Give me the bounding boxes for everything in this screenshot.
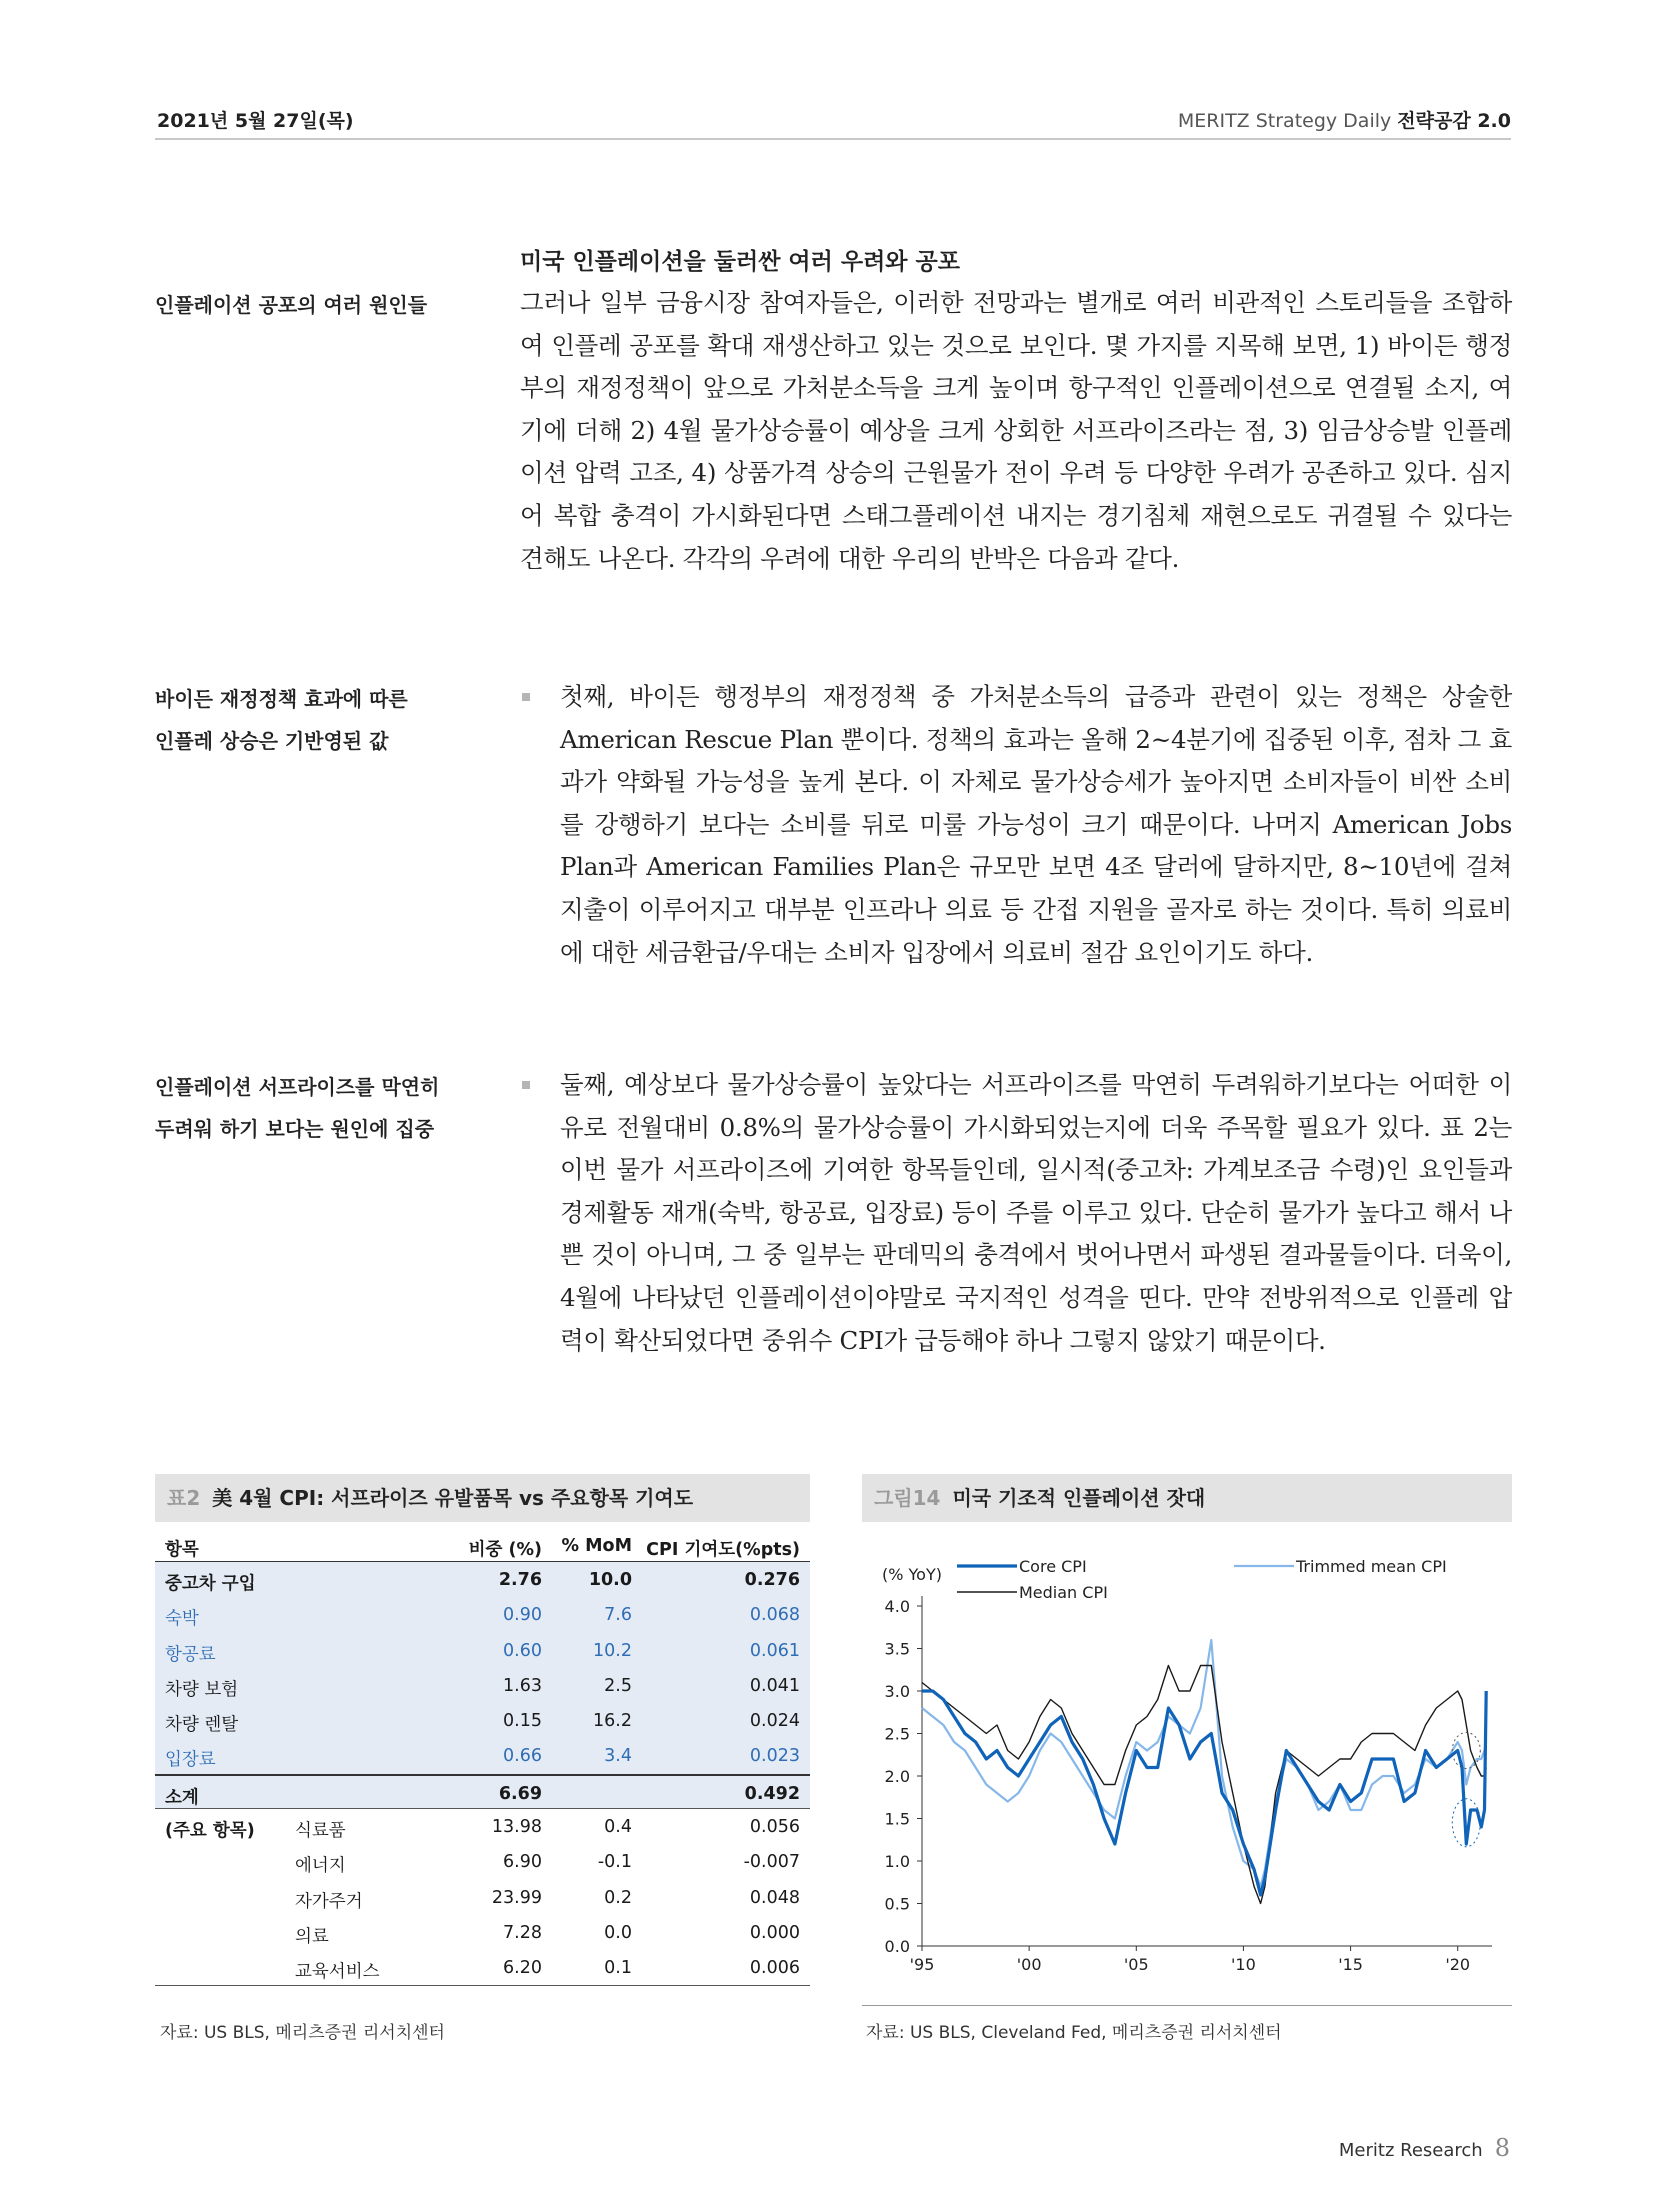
footer-brand: Meritz Research (1338, 2140, 1483, 2161)
inflation-chart-svg (862, 1526, 1512, 2006)
table-row: 입장료 0.66 3.4 0.023 (165, 1746, 800, 1771)
table-row: 숙박 0.90 7.6 0.068 (165, 1605, 800, 1630)
side-note-3: 인플레이션 서프라이즈를 막연히 두려워 하기 보다는 원인에 집중 (155, 1075, 440, 1141)
bullet-marker (522, 1081, 530, 1089)
x-tick-label: '15 (1338, 1955, 1363, 1974)
table-row: (주요 항목) 식료품 13.98 0.4 0.056 (165, 1817, 800, 1842)
x-tick-label: '05 (1123, 1955, 1149, 1974)
table-row: 에너지 6.90 -0.1 -0.007 (295, 1852, 800, 1877)
legend-label: Median CPI (1019, 1583, 1108, 1602)
y-axis-label: (% YoY) (882, 1565, 942, 1584)
bullet-2-text: 둘째, 예상보다 물가상승률이 높았다는 서프라이즈를 막연히 두려워하기보다는 어떠한 이유로 전월대비 0.8%의 물가상승률이 가시화되었는지에 더욱 주목할 필요가 있다. 표 2는 이번 물가 서프라이즈에 기여한 항목들인데, 일시적(중고차: 가계보조금 수령)인 요인들과 경제활동 재개(숙박, 항공료, 입장료) 등이 주를 이루고 있다. 단순히 물가가 높다고 해서 나쁜 것이 아니며, 그 중 일부는 판데믹의 충격에서 벗어나면서 파생된 결과물들이다. 더욱이, 4월에 나타났던 인플레이션이야말로 국지적인 성격을 띤다. 만약 전방위적으로 인플레 압력이 확산되었다면 중위수 CPI가 급등해야 하나 그렇지 않았기 때문이다. (560, 1070, 1512, 1355)
table-row: 자가주거 23.99 0.2 0.048 (295, 1887, 800, 1912)
bullet-marker (522, 693, 530, 701)
y-tick-label: 2.0 (884, 1767, 910, 1786)
table-row: 의료 7.28 0.0 0.000 (295, 1922, 800, 1947)
table-subtotal-row: 소계 6.69 0.492 (155, 1774, 810, 1809)
cpi-contribution-table (155, 1528, 810, 1986)
x-tick-label: '20 (1445, 1955, 1471, 1974)
page-header (155, 104, 1511, 140)
section-heading: 미국 인플레이션을 둘러싼 여러 우려와 공포 (520, 249, 960, 275)
table-row: 항공료 0.60 10.2 0.061 (165, 1640, 800, 1665)
figure-source: 자료: US BLS, Cleveland Fed, 메리츠증권 리서치센터 (866, 2023, 1282, 2043)
x-tick-label: '95 (909, 1955, 935, 1974)
y-tick-label: 3.0 (884, 1682, 910, 1701)
report-date: 2021년 5월 27일(목) (157, 110, 354, 132)
side-note-2: 바이든 재정정책 효과에 따른 인플레 상승은 기반영된 값 (155, 687, 408, 753)
report-series: MERITZ Strategy Daily 전략공감 2.0 (1177, 110, 1511, 132)
page-number: 8 (1494, 2134, 1510, 2162)
series-median-cpi (922, 1666, 1486, 1904)
y-tick-label: 2.5 (884, 1724, 910, 1744)
table-source: 자료: US BLS, 메리츠증권 리서치센터 (160, 2023, 445, 2043)
y-tick-label: 0.5 (884, 1894, 910, 1914)
side-note-1: 인플레이션 공포의 여러 원인들 (155, 293, 428, 317)
legend-label: Core CPI (1019, 1557, 1087, 1576)
table-row: 중고차 구입 2.76 10.0 0.276 (165, 1570, 800, 1594)
page-footer (1339, 2134, 1510, 2162)
y-tick-label: 1.5 (884, 1809, 910, 1829)
table-header: 항목 비중 (%) % MoM CPI 기여도(%pts) (155, 1528, 810, 1562)
bullet-1-text: 첫째, 바이든 행정부의 재정정책 중 가처분소득의 급증과 관련이 있는 정책은 상술한 American Rescue Plan 뿐이다. 정책의 효과는 올해 2~4분기에 집중된 이후, 점차 그 효과가 약화될 가능성을 높게 본다. 이 자체로 물가상승세가 높아지면 소비자들이 비싼 소비를 강행하기 보다는 소비를 뒤로 미룰 가능성이 크기 때문이다. 나머지 American Jobs Plan과 American Families Plan은 규모만 보면 4조 달러에 달하지만, 8~10년에 걸쳐 지출이 이루어지고 대부분 인프라나 의료 등 간접 지원을 골자로 하는 것이다. 특히 의료비에 대한 세금환급/우대는 소비자 입장에서 의료비 절감 요인이기도 하다. (560, 682, 1512, 967)
table-title: 표2 美 4월 CPI: 서프라이즈 유발품목 vs 주요항목 기여도 (155, 1474, 810, 1522)
y-tick-label: 1.0 (884, 1852, 910, 1871)
table-row: 차량 보험 1.63 2.5 0.041 (165, 1675, 800, 1700)
y-tick-label: 3.5 (884, 1639, 910, 1659)
table-row: 차량 렌탈 0.15 16.2 0.024 (165, 1711, 800, 1736)
y-tick-label: 0.0 (884, 1937, 910, 1956)
y-tick-label: 4.0 (884, 1597, 910, 1616)
x-tick-label: '00 (1016, 1955, 1042, 1974)
figure-title: 그림14 미국 기조적 인플레이션 잣대 (862, 1474, 1512, 1522)
legend-label: Trimmed mean CPI (1296, 1557, 1447, 1576)
paragraph-1: 그러나 일부 금융시장 참여자들은, 이러한 전망과는 별개로 여러 비관적인 스토리들을 조합하여 인플레 공포를 확대 재생산하고 있는 것으로 보인다. 몇 가지를 지목해 보면, 1) 바이든 행정부의 재정정책이 앞으로 가처분소득을 크게 높이며 항구적인 인플레이션으로 연결될 소지, 여기에 더해 2) 4월 물가상승률이 예상을 크게 상회한 서프라이즈라는 점, 3) 임금상승발 인플레이션 압력 고조, 4) 상품가격 상승의 근원물가 전이 우려 등 다양한 우려가 공존하고 있다. 심지어 복합 충격이 가시화된다면 스태그플레이션 내지는 경기침체 재현으로도 귀결될 수 있다는 견해도 나온다. 각각의 우려에 대한 우리의 반박은 다음과 같다. (520, 288, 1512, 573)
inflation-chart (862, 1526, 1512, 2006)
series-core-cpi (922, 1691, 1486, 1895)
table-row: 교육서비스 6.20 0.1 0.006 (155, 1950, 810, 1985)
x-tick-label: '10 (1231, 1955, 1256, 1974)
